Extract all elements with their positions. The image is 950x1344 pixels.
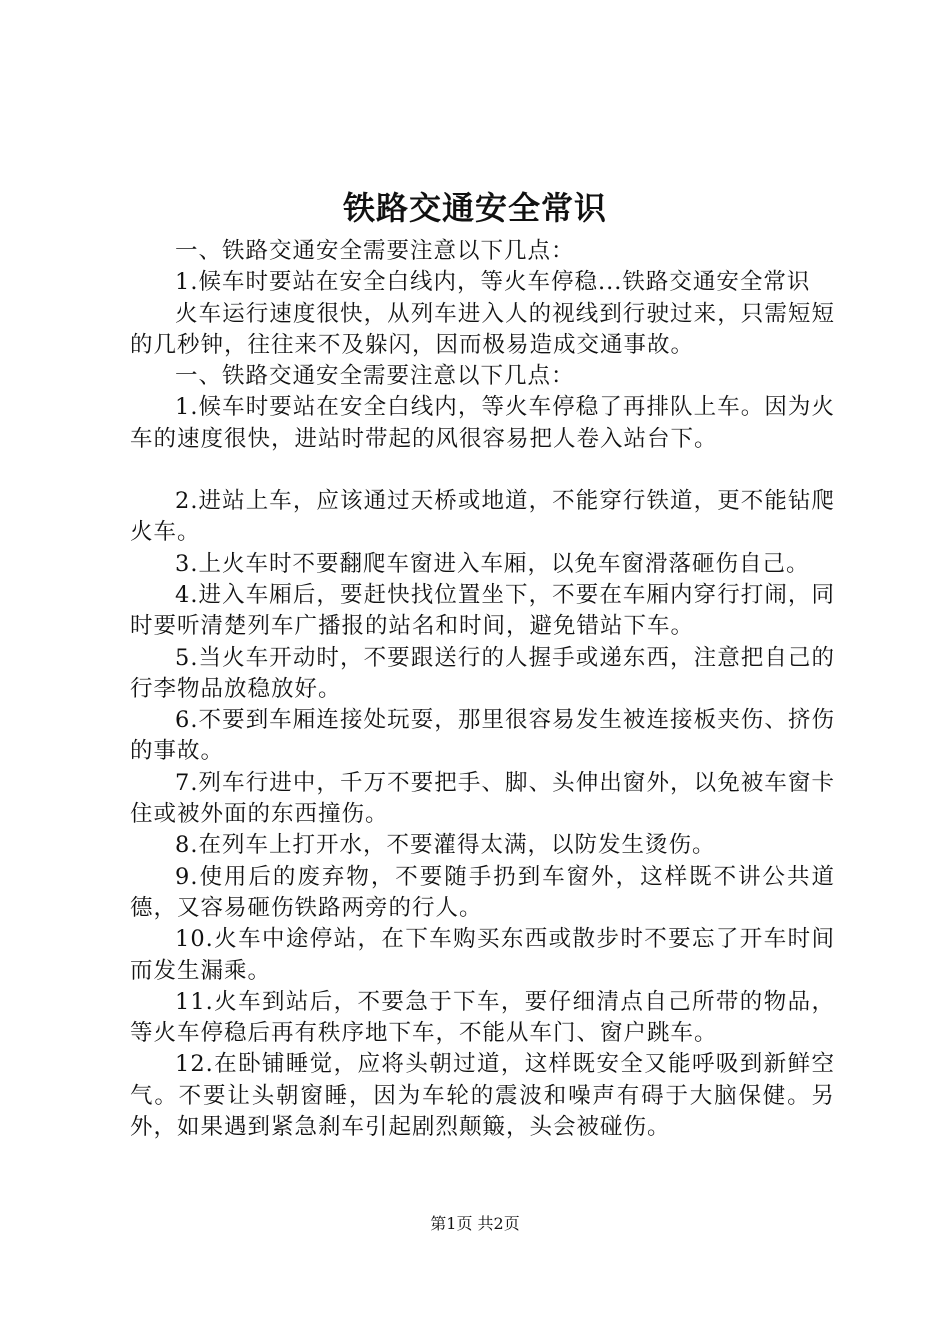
paragraph: 一、铁路交通安全需要注意以下几点：	[175, 363, 575, 390]
paragraph: 6.不要到车厢连接处玩耍，那里很容易发生被连接板夹伤、挤伤的事故。	[130, 707, 835, 765]
paragraph: 一、铁路交通安全需要注意以下几点：	[175, 238, 575, 264]
page-footer: 第1页 共2页	[430, 1214, 520, 1233]
paragraph: 9.使用后的废弃物，不要随手扔到车窗外，这样既不讲公共道德，又容易砸伤铁路两旁的行人。	[130, 863, 835, 921]
paragraph: 8.在列车上打开水，不要灌得太满，以防发生烫伤。	[175, 832, 716, 859]
document-title: 铁路交通安全常识	[342, 189, 607, 227]
paragraph: 火车运行速度很快，从列车进入人的视线到行驶过来，只需短短的几秒钟，往往来不及躲闪，因而极易造成交通事故。	[130, 300, 835, 358]
paragraph: 1.候车时要站在安全白线内，等火车停稳...铁路交通安全常识	[175, 269, 811, 296]
paragraph: 1.候车时要站在安全白线内，等火车停稳了再排队上车。因为火车的速度很快，进站时带起的风很容易把人卷入站台下。	[130, 394, 835, 452]
paragraph: 2.进站上车，应该通过天桥或地道，不能穿行铁道，更不能钻爬火车。	[130, 488, 835, 546]
paragraph: 10.火车中途停站，在下车购买东西或散步时不要忘了开车时间而发生漏乘。	[130, 926, 835, 984]
paragraph: 11.火车到站后，不要急于下车，要仔细清点自己所带的物品，等火车停稳后再有秩序地下车，不能从车门、窗户跳车。	[130, 988, 835, 1047]
paragraph: 4.进入车厢后，要赶快找位置坐下，不要在车厢内穿行打闹，同时要听清楚列车广播报的站名和时间，避免错站下车。	[130, 581, 835, 640]
document-body	[130, 236, 835, 1143]
paragraph: 5.当火车开动时，不要跟送行的人握手或递东西，注意把自己的行李物品放稳放好。	[130, 644, 835, 702]
paragraph: 12.在卧铺睡觉，应将头朝过道，这样既安全又能呼吸到新鲜空气。不要让头朝窗睡，因为车轮的震波和噪声有碍于大脑保健。另外，如果遇到紧急刹车引起剧烈颠簸，头会被碰伤。	[130, 1051, 835, 1141]
paragraph: 7.列车行进中，千万不要把手、脚、头伸出窗外，以免被车窗卡住或被外面的东西撞伤。	[130, 769, 835, 828]
paragraph: 3.上火车时不要翻爬车窗进入车厢，以免车窗滑落砸伤自己。	[175, 550, 810, 577]
